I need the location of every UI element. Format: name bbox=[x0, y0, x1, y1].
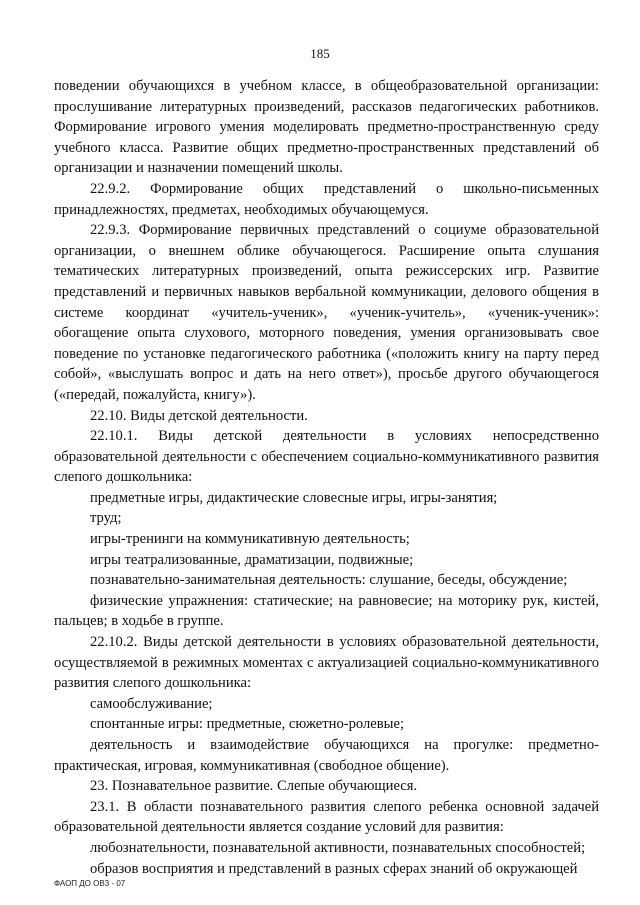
paragraph: труд; bbox=[90, 510, 122, 527]
paragraph: 23. Познавательное развитие. Слепые обучающиеся. bbox=[90, 778, 418, 795]
paragraph: образов восприятия и представлений в разных сферах знаний об окружающей bbox=[90, 860, 578, 877]
paragraph: самообслуживание; bbox=[90, 695, 213, 712]
paragraph: 22.10. Виды детской деятельности. bbox=[90, 407, 308, 424]
paragraph: игры-тренинги на коммуникативную деятельность; bbox=[90, 531, 410, 548]
document-footer: ФАОП ДО ОВЗ - 07 bbox=[54, 879, 126, 888]
document-body bbox=[54, 76, 599, 879]
paragraph: 22.9.2. Формирование общих представлений о школьно-письменных принадлежностях, предметах, необходимых обучающемуся. bbox=[54, 180, 599, 218]
paragraph: познавательно-занимательная деятельность: слушание, беседы, обсуждение; bbox=[90, 572, 568, 589]
paragraph: спонтанные игры: предметные, сюжетно-ролевые; bbox=[90, 716, 404, 733]
paragraph: 22.10.1. Виды детской деятельности в условиях непосредственно образовательной деятельности с обеспечением социально-коммуникативного развития слепого дошкольника: bbox=[54, 428, 599, 486]
page-number: 185 bbox=[310, 46, 330, 61]
paragraph: поведении обучающихся в учебном классе, в общеобразовательной организации: прослушивание литературных произведений, рассказов педагогических работников. Формирование игрового умения моделировать предметно-пространственную среду учебного класса. Развитие общих предметно-пространственных представлений об организации и назначении помещений школы. bbox=[54, 78, 599, 177]
paragraph: 23.1. В области познавательного развития слепого ребенка основной задачей образовательной деятельности является создание условий для развития: bbox=[54, 798, 599, 836]
paragraph: игры театрализованные, драматизации, подвижные; bbox=[90, 551, 414, 568]
paragraph: 22.9.3. Формирование первичных представлений о социуме образовательной организации, о внешнем облике обучающегося. Расширение опыта слушания тематических литературных произведений, опыта режиссерских игр. Развитие представлений и первичных навыков вербальной коммуникации, делового общения в системе координат «учитель-ученик», «ученик-учитель», «ученик-ученик»: обогащение опыта слухового, моторного поведения, умения организовывать свое поведение по установке педагогического работника («положить книгу на парту перед собой», «выслушать вопрос и дать на него ответ»), просьбе другого обучающегося («передай, пожалуйста, книгу»). bbox=[54, 222, 599, 403]
paragraph: предметные игры, дидактические словесные игры, игры-занятия; bbox=[90, 489, 498, 506]
paragraph: любознательности, познавательной активности, познавательных способностей; bbox=[90, 839, 586, 856]
paragraph: физические упражнения: статические; на равновесие; на моторику рук, кистей, пальцев; в ходьбе в группе. bbox=[54, 592, 599, 630]
paragraph: деятельность и взаимодействие обучающихся на прогулке: предметно-практическая, игровая, коммуникативная (свободное общение). bbox=[54, 737, 599, 774]
paragraph: 22.10.2. Виды детской деятельности в условиях образовательной деятельности, осуществляемой в режимных моментах с актуализацией социально-коммуникативного развития слепого дошкольника: bbox=[54, 634, 599, 692]
